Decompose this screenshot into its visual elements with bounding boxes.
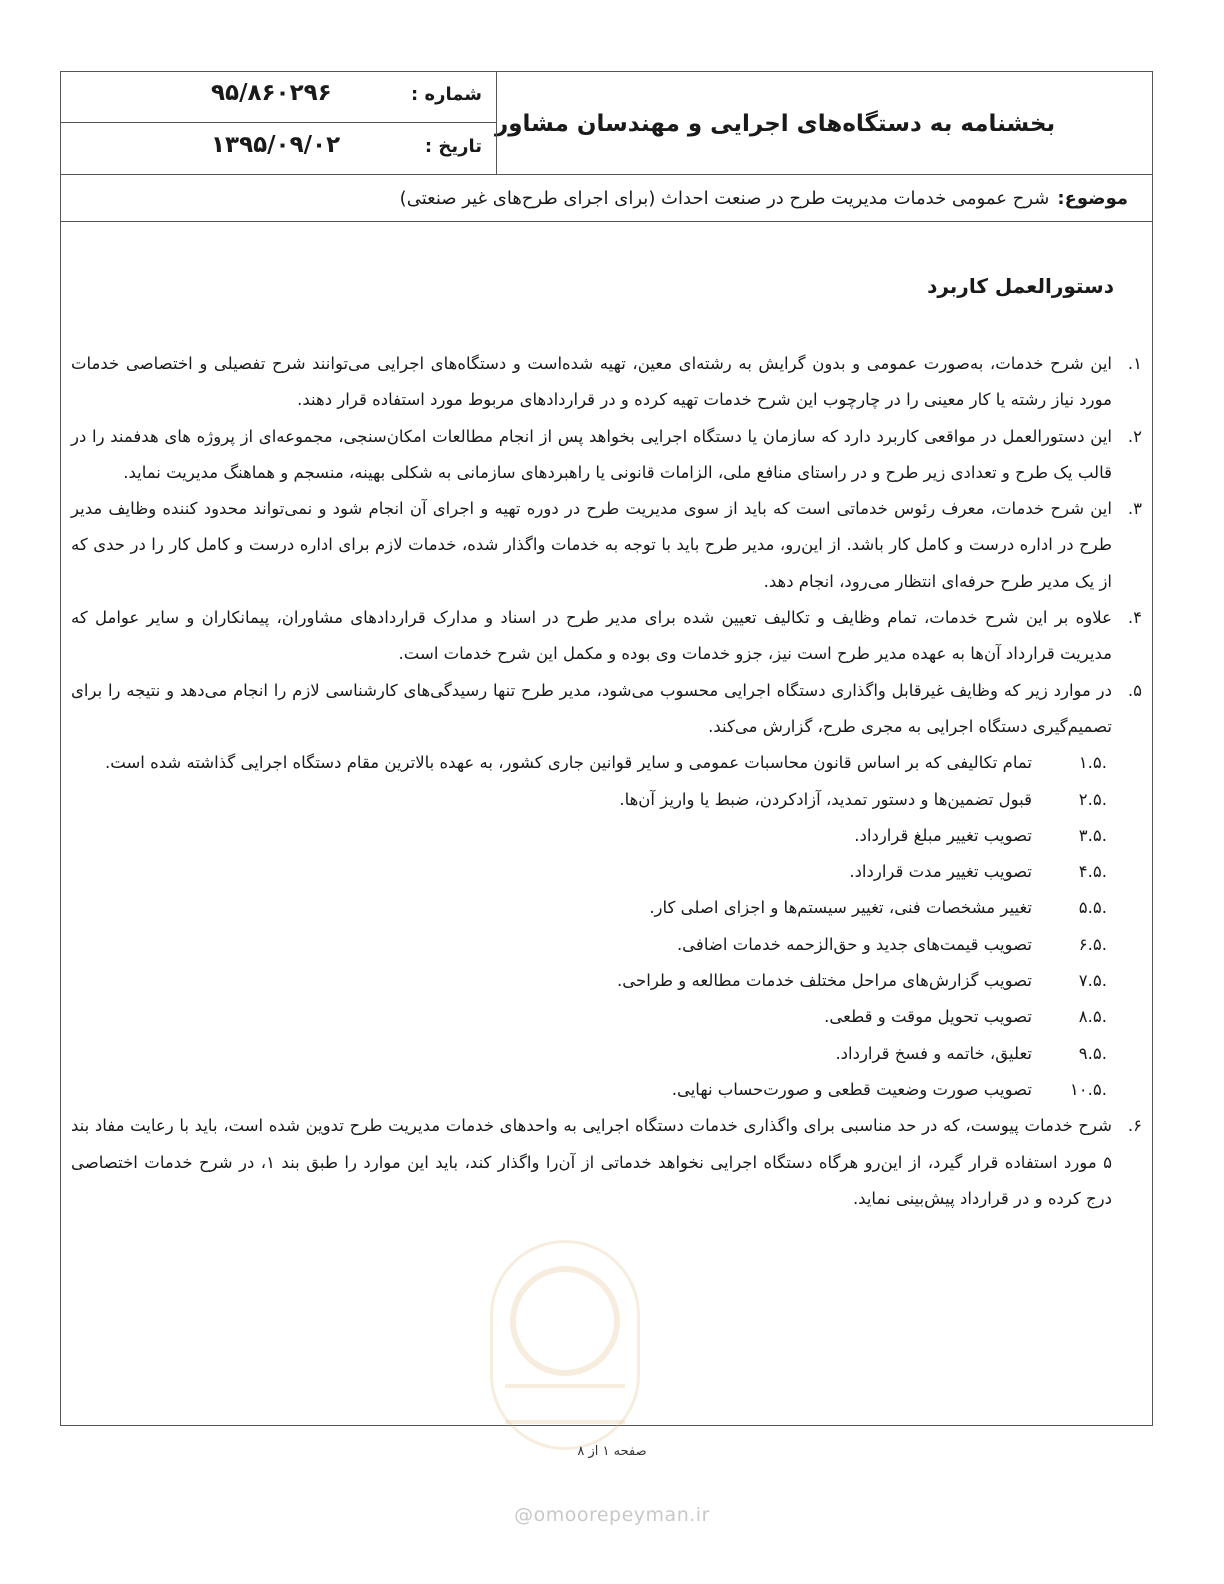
meta-box [61, 72, 497, 175]
section-title: دستورالعمل کاربرد [927, 274, 1114, 298]
item-number: ۴. [1127, 608, 1142, 628]
item-number: ۵. [1127, 680, 1142, 700]
list-item [71, 673, 1142, 746]
sub-item-number: ۷.۵. [1078, 971, 1107, 991]
item-text: این شرح خدمات، معرف رئوس خدماتی است که باید از سوی مدیریت طرح در دوره تهیه و اجرای آن انجام شود و نمی‌تواند محدود کننده وظایف مدیر طرح در اداره درست و کامل کار باشد. از این‌رو، مدیر طرح باید با توجه به خدمات واگذار شده، خدمات لازم برای اداره درست و کامل کار را در حدی که از یک مدیر طرح حرفه‌ای انتظار می‌رود، انجام دهد. [71, 499, 1112, 591]
document-frame [60, 71, 1153, 1426]
sub-item-number: ۹.۵. [1078, 1043, 1107, 1063]
list-item [71, 600, 1142, 673]
sub-item-number: ۱.۵. [1078, 753, 1107, 773]
page-number: صفحه ۱ از ۸ [577, 1444, 647, 1459]
stamp-ring-icon [510, 1266, 620, 1376]
sub-item [71, 854, 1142, 890]
stamp-watermark-icon [490, 1240, 640, 1450]
sub-item-text: تصویب تغییر مبلغ قرارداد. [854, 825, 1032, 845]
number-row [61, 72, 496, 123]
sub-item-text: قبول تضمین‌ها و دستور تمدید، آزادکردن، ضبط یا واریز آن‌ها. [619, 789, 1032, 809]
number-label: شماره : [411, 84, 482, 105]
site-watermark: @omoorepeyman.ir [514, 1504, 710, 1526]
subject-row [61, 175, 1152, 222]
sub-item-number: ۸.۵. [1078, 1007, 1107, 1027]
sub-item-text: تصویب تغییر مدت قرارداد. [849, 862, 1032, 882]
sub-item [71, 999, 1142, 1035]
sub-item-number: ۳.۵. [1078, 825, 1107, 845]
sub-item-number: ۱۰.۵. [1069, 1079, 1107, 1099]
item-number: ۱. [1127, 354, 1142, 373]
sub-item-text: تغییر مشخصات فنی، تغییر سیستم‌ها و اجزای اصلی کار. [649, 898, 1032, 918]
item-text: شرح خدمات پیوست، که در حد مناسبی برای واگذاری خدمات دستگاه اجرایی به واحدهای خدمات مدیریت طرح تدوین شده است، باید با رعایت مفاد بند ۵ مورد استفاده قرار گیرد، از این‌رو هرگاه دستگاه اجرایی نخواهد خدماتی از آن‌را واگذار کند، باید این موارد را طبق بند ۱، در شرح خدمات اختصاصی درج کرده و در قرارداد پیش‌بینی نماید. [71, 1116, 1112, 1208]
item-number: ۳. [1127, 499, 1142, 519]
item-text: این دستورالعمل در مواقعی کاربرد دارد که سازمان یا دستگاه اجرایی بخواهد پس از انجام مطالعات امکان‌سنجی، مجموعه‌ای از پروژه های هدفمند را در قالب یک طرح و تعدادی زیر طرح و در راستای منافع ملی، الزامات قانونی یا راهبردهای سازمانی به شکلی بهینه، منسجم و هماهنگ مدیریت نماید. [71, 426, 1112, 482]
list-item [71, 1108, 1142, 1217]
subject-label: موضوع: [1057, 187, 1128, 209]
sub-item [71, 890, 1142, 926]
sub-item [71, 963, 1142, 999]
subject-text: شرح عمومی خدمات مدیریت طرح در صنعت احداث (برای اجرای طرح‌های غیر صنعتی) [399, 187, 1050, 209]
sub-item-text: تصویب تحویل موقت و قطعی. [824, 1007, 1032, 1027]
item-number: ۲. [1127, 426, 1142, 446]
item-number: ۶. [1127, 1116, 1142, 1136]
sub-item-text: تصویب قیمت‌های جدید و حق‌الزحمه خدمات اضافی. [676, 934, 1032, 954]
sub-item-number: ۴.۵. [1078, 862, 1107, 882]
sub-item-text: تعلیق، خاتمه و فسخ قرارداد. [835, 1043, 1032, 1063]
sub-item [71, 1036, 1142, 1072]
items-list [71, 346, 1142, 1217]
sub-item [71, 782, 1142, 818]
item-text: در موارد زیر که وظایف غیرقابل واگذاری دستگاه اجرایی محسوب می‌شود، مدیر طرح تنها رسیدگی‌های کارشناسی لازم را انجام می‌دهد و نتیجه را برای تصمیم‌گیری دستگاه اجرایی به مجری طرح، گزارش می‌کند. [71, 680, 1112, 736]
sub-item [71, 1072, 1142, 1108]
header [61, 72, 1152, 175]
date-label: تاریخ : [424, 136, 482, 157]
list-item [71, 346, 1142, 419]
document-title: بخشنامه به دستگاه‌های اجرایی و مهندسان مشاور [495, 110, 1056, 137]
date-value: ۱۳۹۵/۰۹/۰۲ [211, 132, 341, 158]
sub-item [71, 927, 1142, 963]
sub-item-number: ۲.۵. [1078, 789, 1107, 809]
stamp-bar-icon [505, 1384, 625, 1424]
sub-item [71, 818, 1142, 854]
date-row [61, 124, 496, 175]
sub-item-text: تصویب صورت وضعیت قطعی و صورت‌حساب نهایی. [671, 1079, 1032, 1099]
item-text: علاوه بر این شرح خدمات، تمام وظایف و تکالیف تعیین شده برای مدیر طرح در اسناد و مدارک قراردادهای مشاوران، پیمانکاران و سایر عوامل که مدیریت قرارداد آن‌ها به عهده مدیر طرح است نیز، جزو خدمات وی بوده و مکمل این شرح خدمات است. [71, 608, 1112, 664]
list-item [71, 419, 1142, 492]
sub-item [71, 745, 1142, 781]
sub-item-text: تمام تکالیفی که بر اساس قانون محاسبات عمومی و سایر قوانین جاری کشور، به عهده بالاترین مقام دستگاه اجرایی گذاشته شده است. [105, 753, 1032, 773]
list-item [71, 491, 1142, 600]
item-text: این شرح خدمات، به‌صورت عمومی و بدون گرایش به رشته‌ای معین، تهیه شده‌است و دستگاه‌های اجرایی می‌توانند شرح تفصیلی و اختصاصی خدمات مورد نیاز رشته یا کار معینی را در چارچوب این شرح خدمات تهیه کرده و در قراردادهای مربوط مورد استفاده قرار دهند. [71, 354, 1112, 410]
sub-item-number: ۵.۵. [1078, 898, 1107, 918]
number-value: ۹۵/۸۶۰۲۹۶ [211, 80, 332, 106]
sub-item-number: ۶.۵. [1078, 934, 1107, 954]
sub-item-text: تصویب گزارش‌های مراحل مختلف خدمات مطالعه و طراحی. [617, 971, 1032, 991]
